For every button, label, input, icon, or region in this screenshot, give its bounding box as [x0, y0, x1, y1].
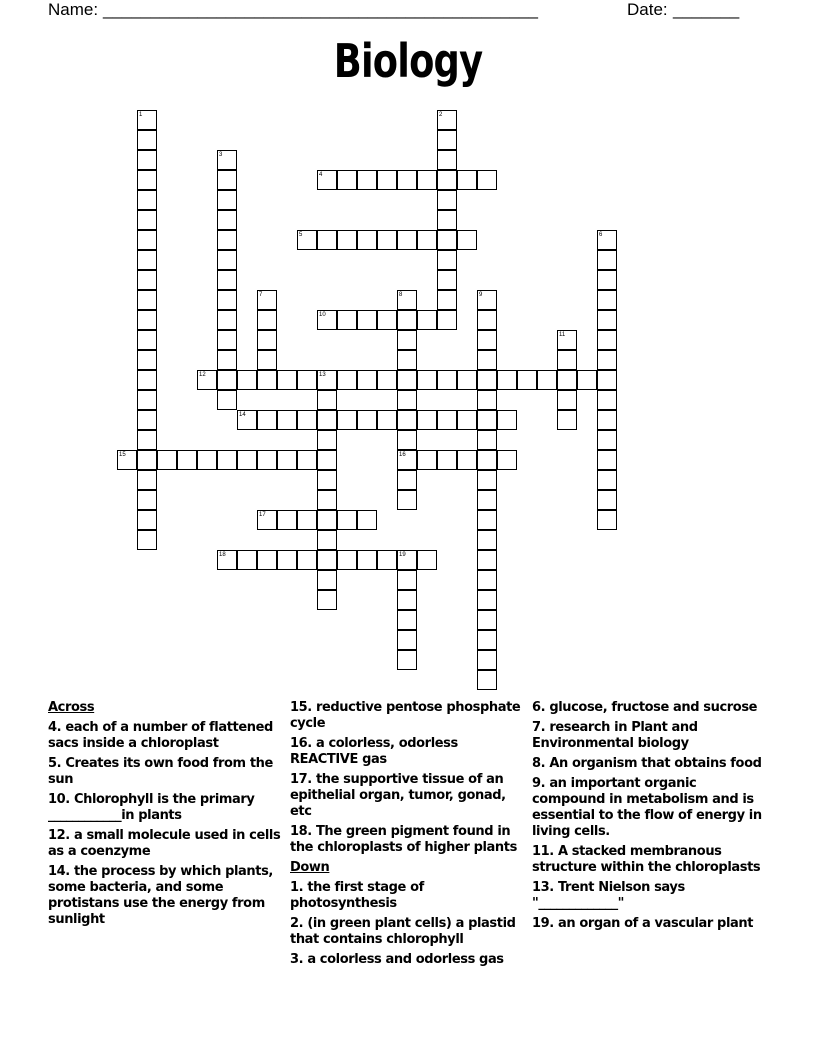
grid-cell[interactable]	[597, 350, 617, 370]
grid-cell[interactable]	[137, 510, 157, 530]
down-clue-7: 7. research in Plant and Environmental biology	[532, 720, 698, 751]
grid-cell[interactable]	[297, 410, 317, 430]
down-clue-1: 1. the first stage of photosynthesis	[290, 880, 424, 911]
grid-cell[interactable]	[357, 410, 377, 430]
grid-cell[interactable]	[137, 170, 157, 190]
grid-cell[interactable]	[217, 390, 237, 410]
clue-number: 14	[239, 412, 246, 418]
grid-cell[interactable]	[417, 310, 437, 330]
grid-cell[interactable]	[317, 230, 337, 250]
grid-cell[interactable]	[597, 250, 617, 270]
grid-cell[interactable]	[597, 470, 617, 490]
grid-cell[interactable]	[137, 530, 157, 550]
across-clue-16: 16. a colorless, odorless REACTIVE gas	[290, 736, 458, 767]
grid-cell[interactable]	[317, 510, 337, 530]
grid-cell[interactable]	[397, 570, 417, 590]
grid-cell[interactable]	[437, 410, 457, 430]
grid-cell[interactable]	[437, 150, 457, 170]
grid-cell[interactable]	[477, 470, 497, 490]
grid-cell[interactable]	[357, 230, 377, 250]
grid-cell[interactable]	[137, 490, 157, 510]
grid-cell[interactable]	[597, 270, 617, 290]
grid-cell[interactable]	[217, 290, 237, 310]
grid-cell[interactable]	[317, 310, 337, 330]
grid-cell[interactable]	[477, 610, 497, 630]
grid-cell[interactable]	[137, 110, 157, 130]
across-clue-5: 5. Creates its own food from the sun	[48, 756, 273, 787]
grid-cell[interactable]	[577, 370, 597, 390]
grid-cell[interactable]	[297, 370, 317, 390]
grid-cell[interactable]	[477, 590, 497, 610]
across-heading: Across	[48, 700, 95, 715]
grid-cell[interactable]	[217, 370, 237, 390]
clue-number: 2	[439, 112, 443, 118]
grid-cell[interactable]	[137, 150, 157, 170]
grid-cell[interactable]	[137, 230, 157, 250]
down-clue-2: 2. (in green plant cells) a plastid that contains chlorophyll	[290, 916, 516, 947]
grid-cell[interactable]	[477, 450, 497, 470]
grid-cell[interactable]	[277, 410, 297, 430]
grid-cell[interactable]	[337, 310, 357, 330]
grid-cell[interactable]	[397, 410, 417, 430]
grid-cell[interactable]	[217, 250, 237, 270]
grid-cell[interactable]	[597, 310, 617, 330]
grid-cell[interactable]	[257, 450, 277, 470]
grid-cell[interactable]	[137, 330, 157, 350]
grid-cell[interactable]	[357, 310, 377, 330]
grid-cell[interactable]	[437, 130, 457, 150]
grid-cell[interactable]	[177, 450, 197, 470]
name-label: Name:	[48, 0, 99, 19]
grid-cell[interactable]	[477, 430, 497, 450]
grid-cell[interactable]	[397, 450, 417, 470]
across-clue-18: 18. The green pigment found in the chloroplasts of higher plants	[290, 824, 517, 855]
clue-number: 5	[299, 232, 303, 238]
grid-cell[interactable]	[257, 330, 277, 350]
grid-cell[interactable]	[437, 270, 457, 290]
grid-cell[interactable]	[397, 470, 417, 490]
grid-cell[interactable]	[397, 610, 417, 630]
grid-cell[interactable]	[557, 370, 577, 390]
clue-number: 6	[599, 232, 603, 238]
grid-cell[interactable]	[477, 410, 497, 430]
grid-cell[interactable]	[557, 410, 577, 430]
grid-cell[interactable]	[597, 490, 617, 510]
grid-cell[interactable]	[377, 310, 397, 330]
clue-column-2	[290, 700, 528, 972]
grid-cell[interactable]	[597, 430, 617, 450]
grid-cell[interactable]	[437, 250, 457, 270]
grid-cell[interactable]	[557, 390, 577, 410]
grid-cell[interactable]	[277, 450, 297, 470]
clue-number: 13	[319, 372, 326, 378]
grid-cell[interactable]	[597, 230, 617, 250]
grid-cell[interactable]	[317, 470, 337, 490]
grid-cell[interactable]	[337, 230, 357, 250]
grid-cell[interactable]	[377, 410, 397, 430]
grid-cell[interactable]	[337, 410, 357, 430]
grid-cell[interactable]	[217, 190, 237, 210]
grid-cell[interactable]	[317, 370, 337, 390]
across-clue-10: 10. Chlorophyll is the primary ____________in plants	[48, 792, 255, 823]
grid-cell[interactable]	[477, 330, 497, 350]
grid-cell[interactable]	[277, 370, 297, 390]
grid-cell[interactable]	[437, 110, 457, 130]
clue-column-3	[532, 700, 770, 936]
clue-number: 19	[399, 552, 406, 558]
grid-cell[interactable]	[357, 510, 377, 530]
grid-cell[interactable]	[137, 470, 157, 490]
grid-cell[interactable]	[497, 370, 517, 390]
grid-cell[interactable]	[317, 530, 337, 550]
grid-cell[interactable]	[317, 390, 337, 410]
grid-cell[interactable]	[257, 510, 277, 530]
grid-cell[interactable]	[597, 330, 617, 350]
clue-number: 1	[139, 112, 143, 118]
grid-cell[interactable]	[317, 450, 337, 470]
grid-cell[interactable]	[137, 250, 157, 270]
clue-number: 10	[319, 312, 326, 318]
grid-cell[interactable]	[597, 450, 617, 470]
grid-cell[interactable]	[397, 370, 417, 390]
grid-cell[interactable]	[217, 150, 237, 170]
grid-cell[interactable]	[337, 170, 357, 190]
grid-cell[interactable]	[597, 390, 617, 410]
grid-cell[interactable]	[397, 390, 417, 410]
across-clue-15: 15. reductive pentose phosphate cycle	[290, 700, 521, 731]
grid-cell[interactable]	[437, 370, 457, 390]
grid-cell[interactable]	[397, 650, 417, 670]
grid-cell[interactable]	[397, 310, 417, 330]
grid-cell[interactable]	[217, 330, 237, 350]
grid-cell[interactable]	[197, 450, 217, 470]
grid-cell[interactable]	[317, 410, 337, 430]
grid-cell[interactable]	[597, 290, 617, 310]
grid-cell[interactable]	[437, 450, 457, 470]
grid-cell[interactable]	[417, 450, 437, 470]
grid-cell[interactable]	[497, 410, 517, 430]
grid-cell[interactable]	[597, 370, 617, 390]
grid-cell[interactable]	[437, 170, 457, 190]
grid-cell[interactable]	[377, 230, 397, 250]
grid-cell[interactable]	[137, 450, 157, 470]
grid-cell[interactable]	[477, 370, 497, 390]
grid-cell[interactable]	[477, 390, 497, 410]
grid-cell[interactable]	[357, 370, 377, 390]
grid-cell[interactable]	[397, 350, 417, 370]
grid-cell[interactable]	[137, 190, 157, 210]
down-clue-8: 8. An organism that obtains food	[532, 756, 762, 771]
grid-cell[interactable]	[477, 670, 497, 690]
grid-cell[interactable]	[437, 310, 457, 330]
grid-cell[interactable]	[477, 630, 497, 650]
grid-cell[interactable]	[457, 410, 477, 430]
down-heading: Down	[290, 860, 330, 875]
down-clue-9: 9. an important organic compound in metabolism and is essential to the flow of energy in living cells.	[532, 776, 762, 839]
grid-cell[interactable]	[397, 550, 417, 570]
grid-cell[interactable]	[137, 270, 157, 290]
grid-cell[interactable]	[217, 310, 237, 330]
grid-cell[interactable]	[477, 530, 497, 550]
grid-cell[interactable]	[437, 190, 457, 210]
grid-cell[interactable]	[317, 430, 337, 450]
name-field[interactable]: ______________________________________________	[103, 0, 538, 19]
grid-cell[interactable]	[217, 230, 237, 250]
grid-cell[interactable]	[277, 510, 297, 530]
clue-number: 11	[559, 332, 566, 338]
grid-cell[interactable]	[397, 630, 417, 650]
date-field[interactable]: _______	[673, 0, 740, 19]
grid-cell[interactable]	[477, 550, 497, 570]
grid-cell[interactable]	[457, 230, 477, 250]
grid-cell[interactable]	[137, 390, 157, 410]
grid-cell[interactable]	[137, 370, 157, 390]
grid-cell[interactable]	[397, 230, 417, 250]
grid-cell[interactable]	[457, 450, 477, 470]
grid-cell[interactable]	[337, 370, 357, 390]
grid-cell[interactable]	[437, 210, 457, 230]
grid-cell[interactable]	[297, 230, 317, 250]
grid-cell[interactable]	[237, 550, 257, 570]
grid-cell[interactable]	[117, 450, 137, 470]
grid-cell[interactable]	[437, 230, 457, 250]
across-clue-12: 12. a small molecule used in cells as a coenzyme	[48, 828, 281, 859]
down-clue-6: 6. glucose, fructose and sucrose	[532, 700, 758, 715]
grid-cell[interactable]	[477, 350, 497, 370]
grid-cell[interactable]	[297, 450, 317, 470]
grid-cell[interactable]	[597, 410, 617, 430]
grid-cell[interactable]	[217, 350, 237, 370]
date-label: Date:	[627, 0, 668, 19]
grid-cell[interactable]	[557, 350, 577, 370]
down-clue-3: 3. a colorless and odorless gas	[290, 952, 504, 967]
grid-cell[interactable]	[217, 450, 237, 470]
grid-cell[interactable]	[597, 510, 617, 530]
grid-cell[interactable]	[397, 590, 417, 610]
across-clue-17: 17. the supportive tissue of an epithelial organ, tumor, gonad, etc	[290, 772, 506, 819]
grid-cell[interactable]	[477, 170, 497, 190]
clue-number: 12	[199, 372, 206, 378]
grid-cell[interactable]	[137, 410, 157, 430]
down-clue-19: 19. an organ of a vascular plant	[532, 916, 754, 931]
clue-number: 9	[479, 292, 483, 298]
grid-cell[interactable]	[197, 370, 217, 390]
grid-cell[interactable]	[317, 590, 337, 610]
grid-cell[interactable]	[437, 290, 457, 310]
grid-cell[interactable]	[317, 490, 337, 510]
grid-cell[interactable]	[237, 410, 257, 430]
down-clue-13: 13. Trent Nielson says "_____________"	[532, 880, 685, 911]
clue-number: 15	[119, 452, 126, 458]
grid-cell[interactable]	[257, 350, 277, 370]
down-clue-11: 11. A stacked membranous structure within the chloroplasts	[532, 844, 761, 875]
grid-cell[interactable]	[397, 330, 417, 350]
grid-cell[interactable]	[257, 550, 277, 570]
grid-cell[interactable]	[497, 450, 517, 470]
grid-cell[interactable]	[137, 290, 157, 310]
grid-cell[interactable]	[217, 210, 237, 230]
grid-cell[interactable]	[337, 550, 357, 570]
across-clue-14: 14. the process by which plants, some bacteria, and some protistans use the energy from sunlight	[48, 864, 273, 927]
grid-cell[interactable]	[137, 350, 157, 370]
grid-cell[interactable]	[477, 310, 497, 330]
grid-cell[interactable]	[457, 170, 477, 190]
grid-cell[interactable]	[257, 410, 277, 430]
grid-cell[interactable]	[397, 430, 417, 450]
grid-cell[interactable]	[557, 330, 577, 350]
grid-cell[interactable]	[317, 170, 337, 190]
grid-cell[interactable]	[377, 370, 397, 390]
clue-number: 8	[399, 292, 403, 298]
grid-cell[interactable]	[297, 550, 317, 570]
clue-number: 3	[219, 152, 223, 158]
grid-cell[interactable]	[397, 290, 417, 310]
grid-cell[interactable]	[357, 170, 377, 190]
grid-cell[interactable]	[277, 550, 297, 570]
clue-number: 4	[319, 172, 323, 178]
clue-number: 16	[399, 452, 406, 458]
grid-cell[interactable]	[477, 570, 497, 590]
grid-cell[interactable]	[317, 550, 337, 570]
grid-cell[interactable]	[417, 230, 437, 250]
grid-cell[interactable]	[357, 550, 377, 570]
grid-cell[interactable]	[517, 370, 537, 390]
grid-cell[interactable]	[377, 550, 397, 570]
grid-cell[interactable]	[477, 650, 497, 670]
grid-cell[interactable]	[217, 170, 237, 190]
grid-cell[interactable]	[537, 370, 557, 390]
grid-cell[interactable]	[417, 170, 437, 190]
grid-cell[interactable]	[137, 310, 157, 330]
across-clue-4: 4. each of a number of flattened sacs inside a chloroplast	[48, 720, 273, 751]
grid-cell[interactable]	[137, 210, 157, 230]
grid-cell[interactable]	[477, 290, 497, 310]
clue-number: 17	[259, 512, 266, 518]
clue-number: 18	[219, 552, 226, 558]
page-title: Biology	[333, 34, 483, 88]
grid-cell[interactable]	[257, 370, 277, 390]
grid-cell[interactable]	[477, 490, 497, 510]
grid-cell[interactable]	[157, 450, 177, 470]
grid-cell[interactable]	[377, 170, 397, 190]
grid-cell[interactable]	[477, 510, 497, 530]
grid-cell[interactable]	[417, 550, 437, 570]
clue-column-1	[48, 700, 286, 932]
grid-cell[interactable]	[137, 430, 157, 450]
grid-cell[interactable]	[317, 570, 337, 590]
grid-cell[interactable]	[297, 510, 317, 530]
clue-number: 7	[259, 292, 263, 298]
grid-cell[interactable]	[217, 550, 237, 570]
grid-cell[interactable]	[237, 370, 257, 390]
grid-cell[interactable]	[257, 290, 277, 310]
grid-cell[interactable]	[237, 450, 257, 470]
grid-cell[interactable]	[417, 410, 437, 430]
grid-cell[interactable]	[397, 170, 417, 190]
grid-cell[interactable]	[457, 370, 477, 390]
grid-cell[interactable]	[337, 510, 357, 530]
grid-cell[interactable]	[417, 370, 437, 390]
grid-cell[interactable]	[397, 490, 417, 510]
grid-cell[interactable]	[257, 310, 277, 330]
grid-cell[interactable]	[137, 130, 157, 150]
grid-cell[interactable]	[217, 270, 237, 290]
